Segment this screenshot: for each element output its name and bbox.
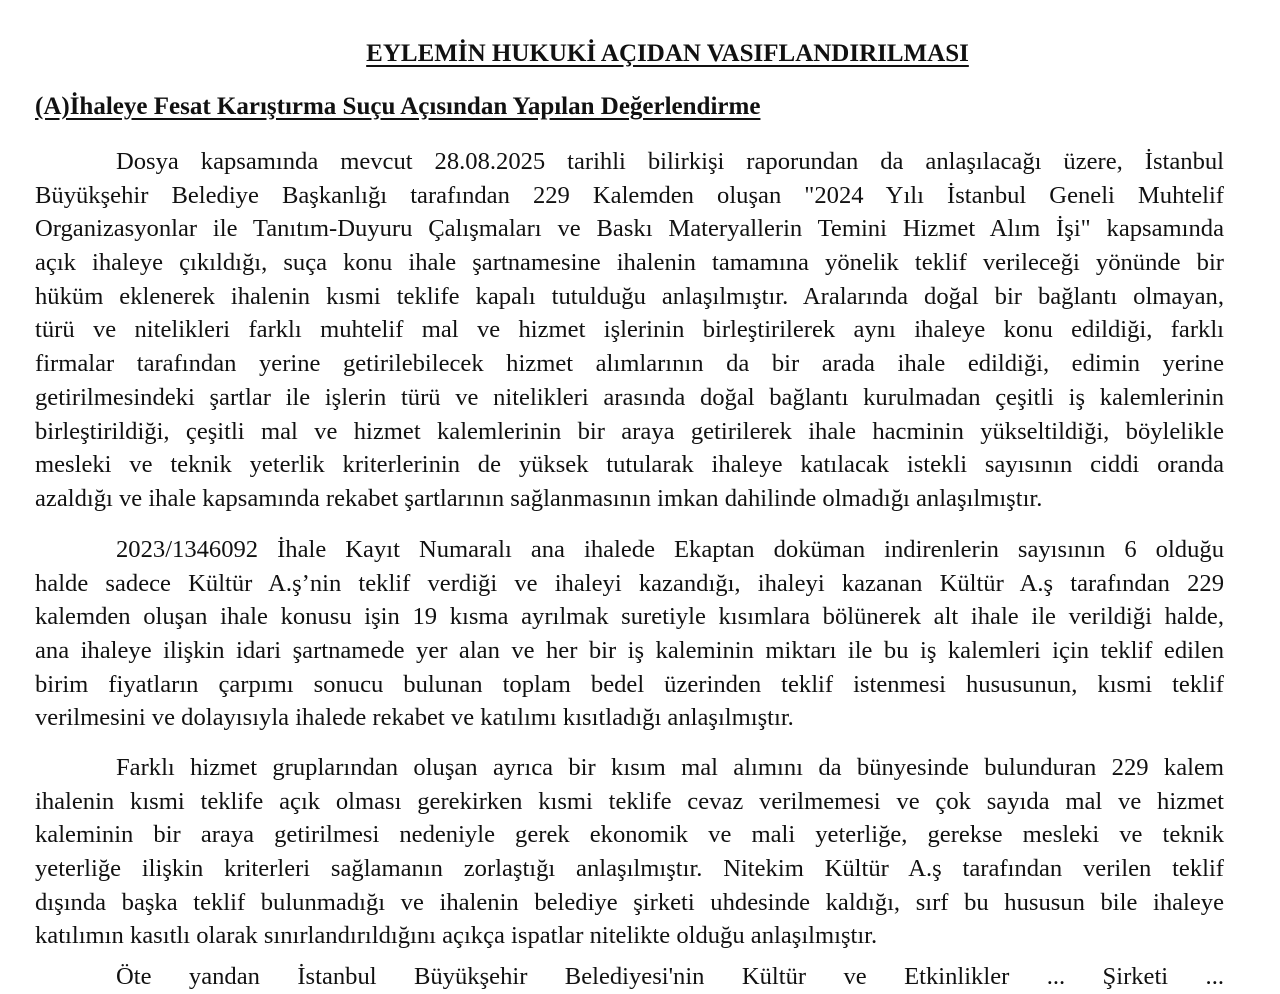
section-heading: (A)İhaleye Fesat Karıştırma Suçu Açısından Yapılan Değerlendirme: [35, 93, 761, 120]
paragraph-line: firmalar tarafından yerine getirilebilecek hizmet alımlarının da bir arada ihale edildiği, edimin yerine: [35, 350, 1224, 378]
paragraph-line: Öte yandan İstanbul Büyükşehir Belediyesi'nin Kültür ve Etkinlikler ... Şirketi ...: [116, 963, 1224, 990]
paragraph-line: azaldığı ve ihale kapsamında rekabet şartlarının sağlanmasının imkan dahilinde olmadığı anlaşılmıştır.: [35, 484, 1043, 512]
paragraph-line: getirilmesindeki şartlar ile işlerin türü ve nitelikleri arasında doğal bağlantı kurulmadan çeşitli iş kalemlerinin: [35, 383, 1224, 411]
paragraph-line: dışında başka teklif bulunmadığı ve ihalenin belediye şirketi uhdesinde kaldığı, sırf bu hususun bile ihaleye: [35, 888, 1224, 916]
paragraph-line: birleştirildiği, çeşitli mal ve hizmet kalemlerinin bir araya getirilerek ihale hacminin yükseltildiği, böylelikle: [35, 417, 1224, 445]
document-title: EYLEMİN HUKUKİ AÇIDAN VASIFLANDIRILMASI: [366, 40, 969, 67]
paragraph-line: halde sadece Kültür A.ş’nin teklif verdiği ve ihaleyi kazandığı, ihaleyi kazanan Kültür A.ş tarafından 229: [35, 569, 1224, 597]
paragraph-line: mesleki ve teknik yeterlik kriterlerinin de yüksek tutularak ihaleye katılacak istekli sayısının ciddi oranda: [35, 451, 1224, 479]
paragraph-2: [35, 533, 1224, 735]
paragraph-line: ana ihaleye ilişkin idari şartnamede yer alan ve her bir iş kaleminin miktarı ile bu iş kalemleri için teklif edilen: [35, 637, 1224, 665]
paragraph-line: verilmesini ve dolayısıyla ihalede rekabet ve katılımı kısıtladığı anlaşılmıştır.: [35, 704, 794, 732]
paragraph-line: Büyükşehir Belediye Başkanlığı tarafından 229 Kalemden oluşan "2024 Yılı İstanbul Geneli Muhtelif: [35, 181, 1224, 209]
paragraph-line: açık ihaleye çıkıldığı, suça konu ihale şartnamesine ihalenin tamamına yönelik teklif verileceği yönünde bir: [35, 249, 1224, 277]
paragraph-line: türü ve nitelikleri farklı muhtelif mal ve hizmet işlerinin birleştirilerek aynı ihaleye konu edildiği, farklı: [35, 316, 1224, 344]
paragraph-3: [35, 751, 1224, 953]
paragraph-line: 2023/1346092 İhale Kayıt Numaralı ana ihalede Ekaptan doküman indirenlerin sayısının 6 olduğu: [116, 536, 1224, 563]
paragraph-line: birim fiyatların çarpımı sonucu bulunan toplam bedel üzerinden teklif istenmesi hususunun, kısmi teklif: [35, 670, 1224, 698]
paragraph-1: [35, 145, 1224, 516]
paragraph-line: katılımın kasıtlı olarak sınırlandırıldığını açıkça ispatlar nitelikte olduğu anlaşılmıştır.: [35, 922, 878, 950]
paragraph-line: Organizasyonlar ile Tanıtım-Duyuru Çalışmaları ve Baskı Materyallerin Temini Hizmet Alım İşi" kapsamında: [35, 215, 1224, 243]
paragraph-line: Farklı hizmet gruplarından oluşan ayrıca bir kısım mal alımını da bünyesinde bulunduran 229 kalem: [116, 754, 1224, 781]
paragraph-line: Dosya kapsamında mevcut 28.08.2025 tarihli bilirkişi raporundan da anlaşılacağı üzere, İstanbul: [116, 148, 1224, 175]
paragraph-line: kaleminin bir araya getirilmesi nedeniyle gerek ekonomik ve mali yeterliğe, gerekse mesleki ve teknik: [35, 821, 1224, 849]
paragraph-line: ihalenin kısmi teklife açık olması gerekirken kısmi teklife cevaz verilmemesi ve çok sayıda mal ve hizmet: [35, 787, 1224, 815]
paragraph-line: hüküm eklenerek ihalenin kısmi teklife kapalı tutulduğu anlaşılmıştır. Aralarında doğal bir bağlantı olmayan,: [35, 282, 1224, 310]
paragraph-line: kalemden oluşan ihale konusu işin 19 kısma ayrılmak suretiyle kısımlara bölünerek alt ihale ile verildiği halde,: [35, 603, 1224, 631]
paragraph-line: yeterliğe ilişkin kriterleri sağlamanın zorlaştığı anlaşılmıştır. Nitekim Kültür A.ş tarafından verilen teklif: [35, 855, 1224, 883]
